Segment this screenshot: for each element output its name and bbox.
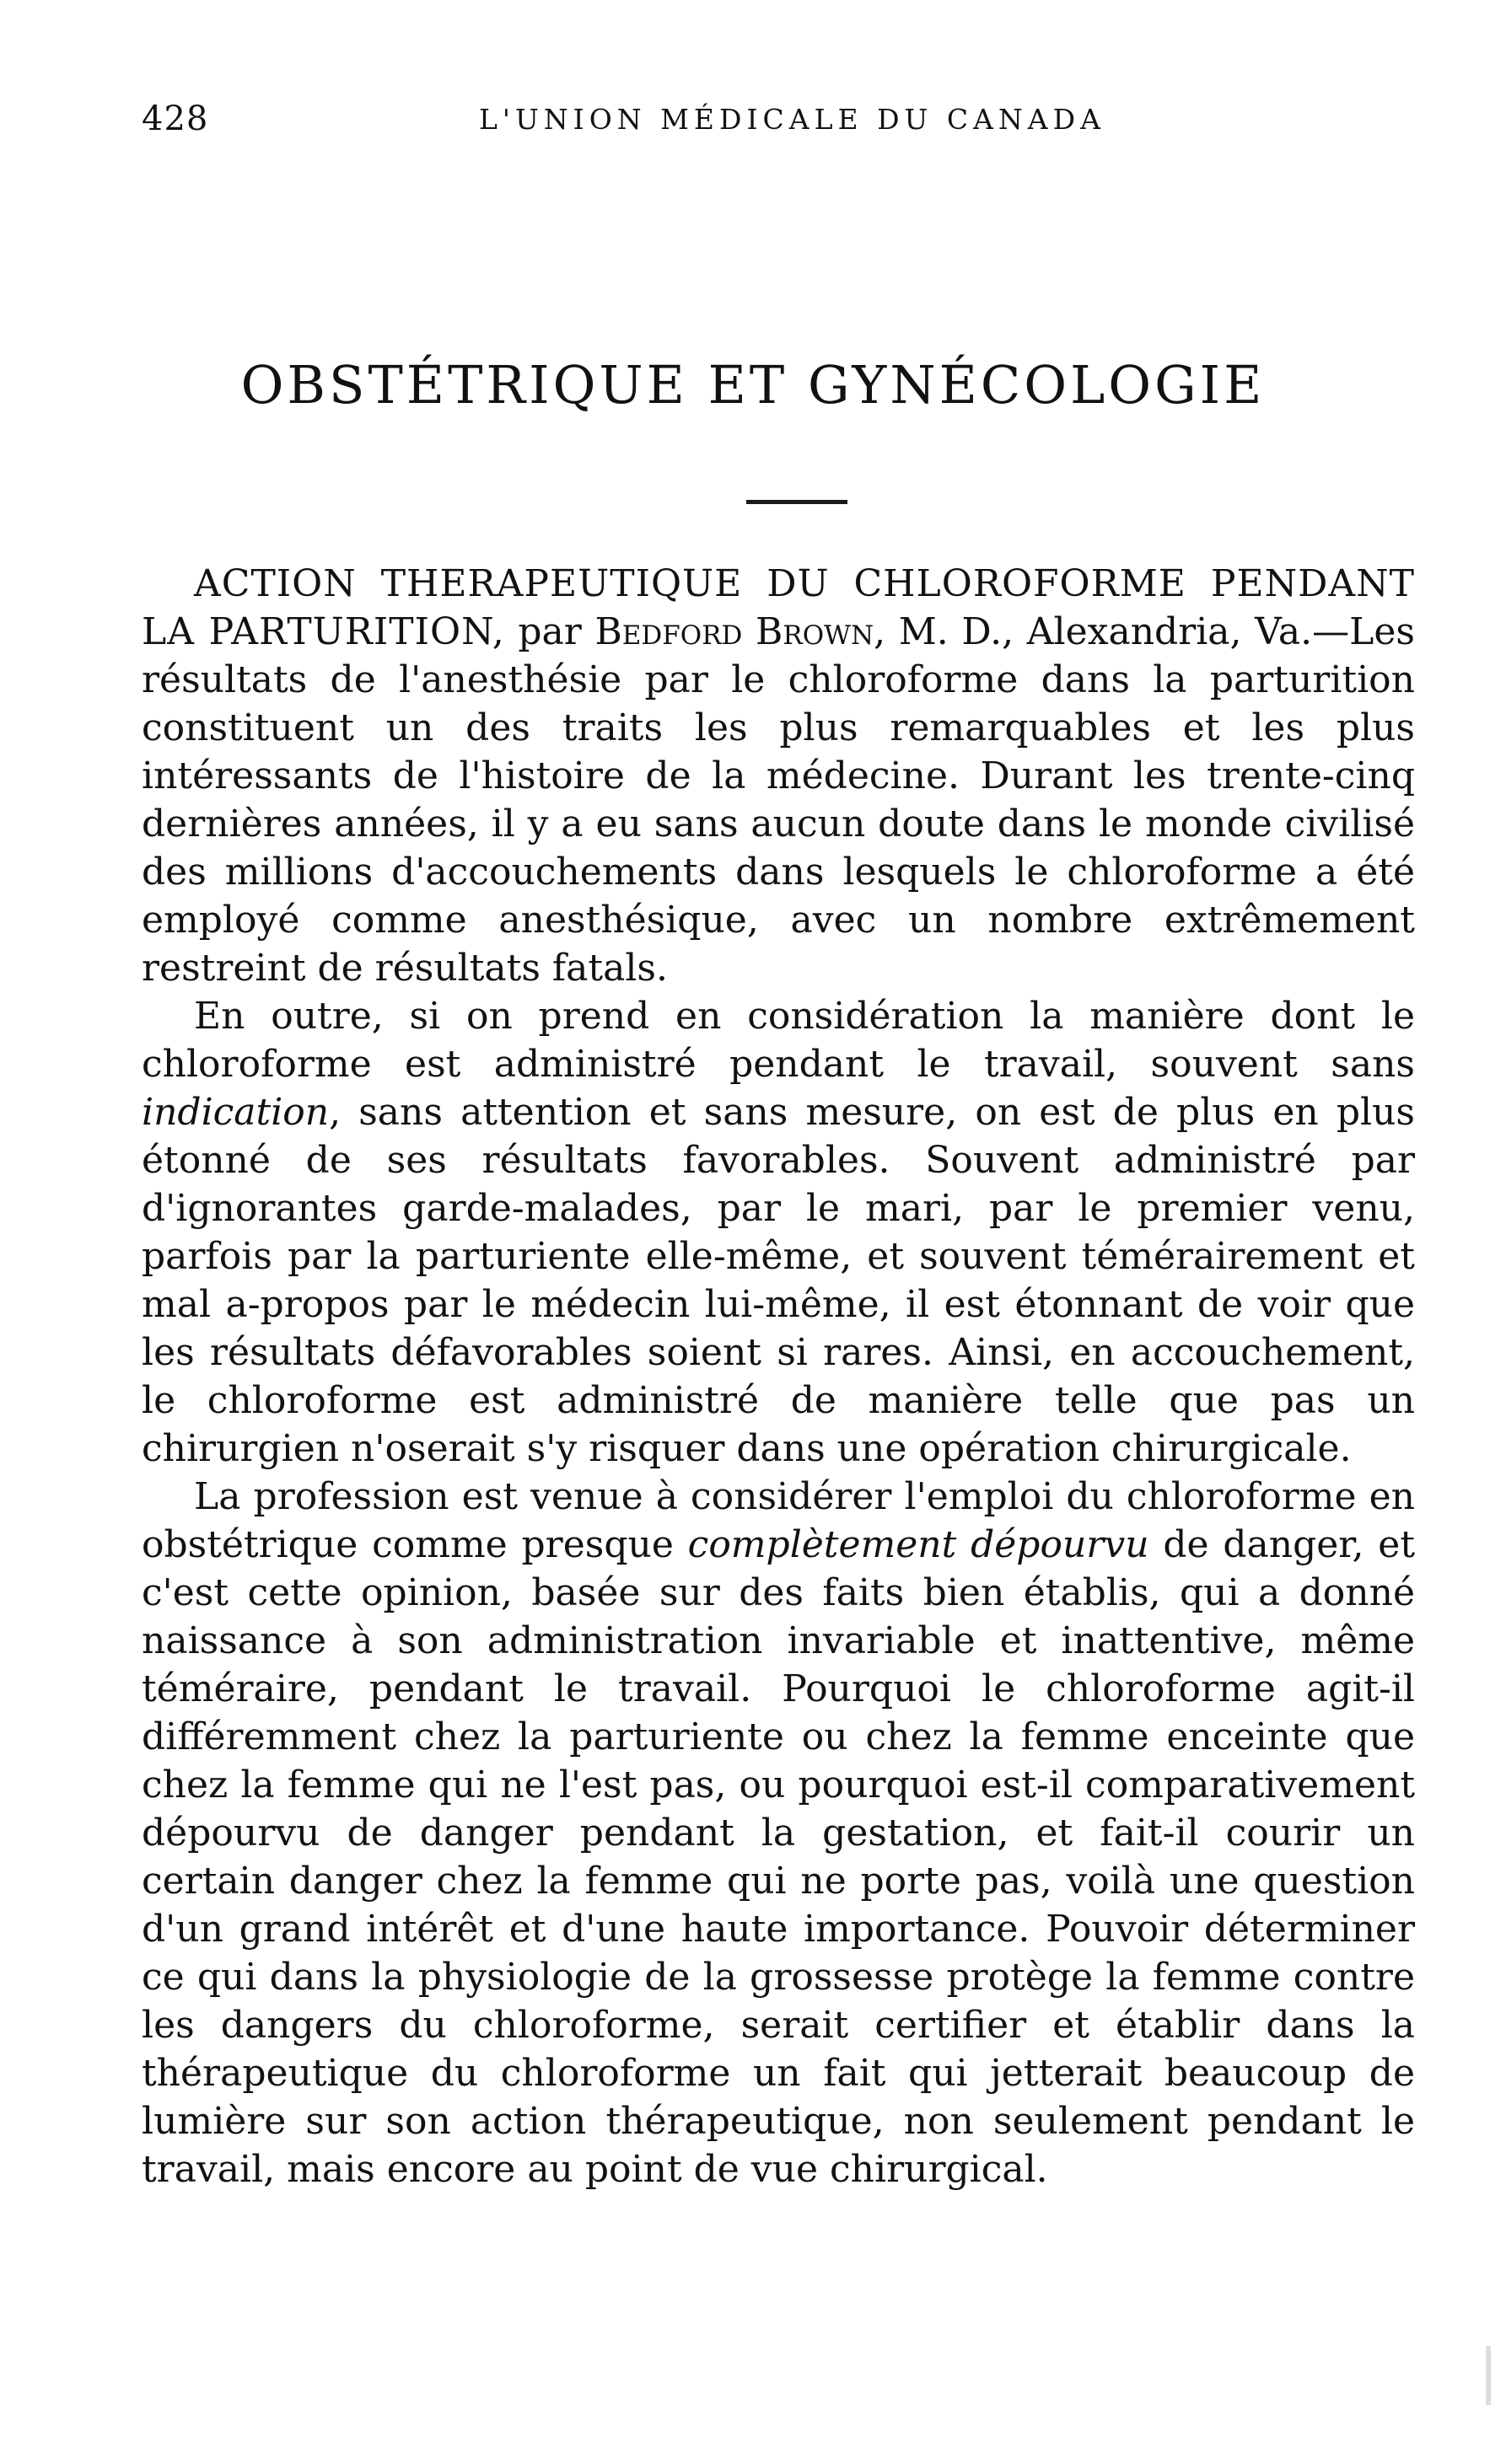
title-divider [746, 500, 847, 504]
paragraph-1-text: Les résultats de l'anesthésie par le chloroforme dans la parturition constituent un des traits les plus remarquables et les plus intéressants de l'histoire de la médecine. Durant les trente-cinq dernières années, il y a eu sans aucun doute dans le monde civilisé des millions d'accouchements dans lesquels le chloroforme a été employé comme anesthésique, avec un nombre extrêmement restreint de résultats fatals. [142, 610, 1415, 990]
article-paragraph-1 [142, 560, 1415, 992]
author-credentials: , M. D., Alexandria, Va.— [874, 610, 1350, 653]
paragraph-3-italic: complètement dépourvu [687, 1523, 1149, 1566]
article-heading: ACTION THERAPEUTIQUE DU CHLOROFORME PENDANT LA PARTURITION, [142, 562, 1415, 653]
article-paragraph-3 [142, 1473, 1415, 2193]
byline-prefix: par [518, 610, 582, 653]
paragraph-2-italic: indication [142, 1091, 330, 1134]
paragraph-2-text-a: En outre, si on prend en considération la manière dont le chloroforme est administré pendant le travail, souvent sans [142, 995, 1415, 1086]
journal-title: L'UNION MÉDICALE DU CANADA [479, 103, 1105, 136]
page-edge-mark [1486, 2346, 1491, 2405]
section-title: OBSTÉTRIQUE ET GYNÉCOLOGIE [240, 354, 1266, 416]
running-head [142, 99, 1423, 150]
page-number: 428 [142, 99, 209, 138]
paragraph-2-text-b: , sans attention et sans mesure, on est de plus en plus étonné de ses résultats favorables. Souvent administré par d'ignorantes garde-malades, par le mari, par le premier venu, parfois par la parturiente elle-même, et souvent témérairement et mal a-propos par le médecin lui-même, il est étonnant de voir que les résultats défavorables soient si rares. Ainsi, en accouchement, le chloroforme est administré de manière telle que pas un chirurgien n'oserait s'y risquer dans une opération chirurgicale. [142, 1091, 1415, 1470]
paragraph-3-text-a: La profession est venue à considérer l'emploi du chloroforme en obstétrique comme presque [142, 1475, 1415, 1566]
paragraph-3-text-b: de danger, et c'est cette opinion, basée sur des faits bien établis, qui a donné naissance à son administration invariable et inattentive, même téméraire, pendant le travail. Pourquoi le chloroforme agit-il différemment chez la parturiente ou chez la femme enceinte que chez la femme qui ne l'est pas, ou pourquoi est-il comparativement dépourvu de danger pendant la gestation, et fait-il courir un certain danger chez la femme qui ne porte pas, voilà une question d'un grand intérêt et d'une haute importance. Pouvoir déterminer ce qui dans la physiologie de la grossesse protège la femme contre les dangers du chloroforme, serait certifier et établir dans la thérapeutique du chloroforme un fait qui jetterait beaucoup de lumière sur son action thérapeutique, non seulement pendant le travail, mais encore au point de vue chirurgical. [142, 1523, 1415, 2191]
article-body [142, 560, 1415, 2193]
article-paragraph-2 [142, 992, 1415, 1473]
article-author: Bedford Brown [594, 610, 874, 653]
